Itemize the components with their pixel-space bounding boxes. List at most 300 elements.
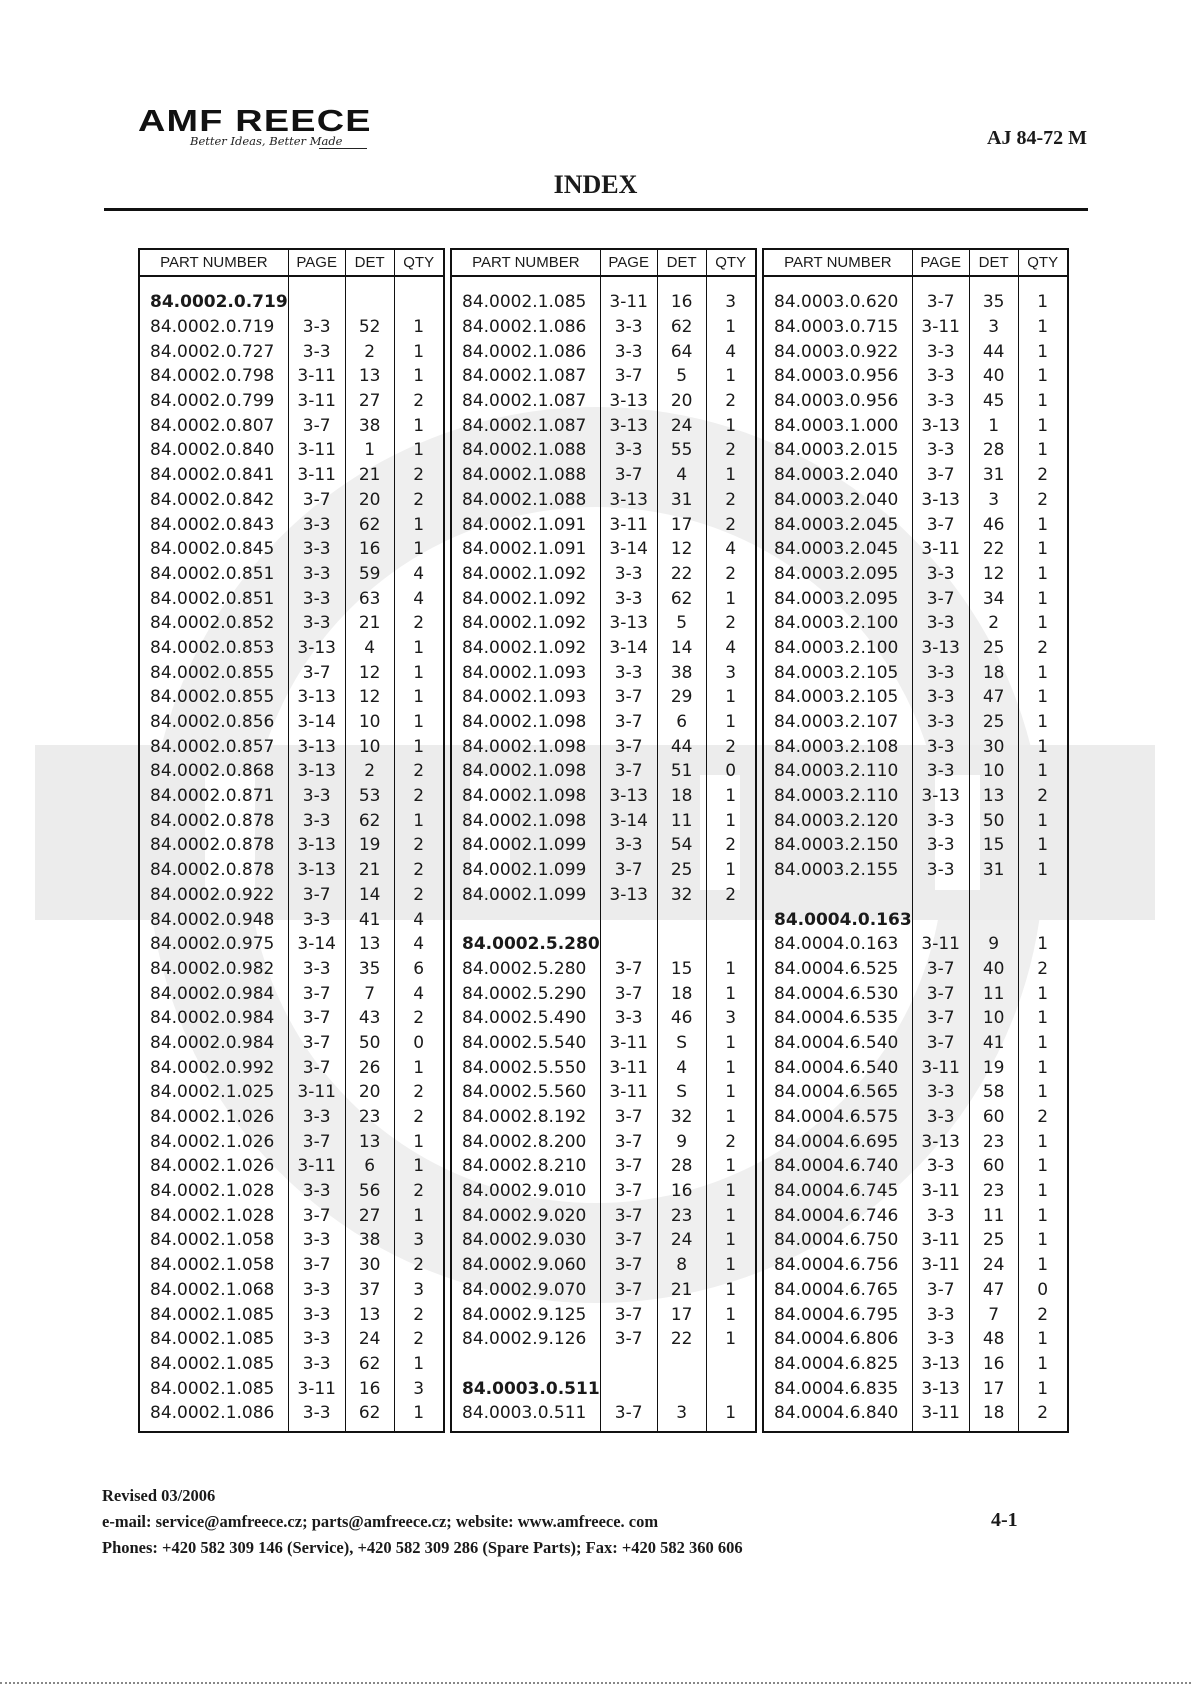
det-cell: 18 <box>969 1401 1018 1426</box>
table-row <box>451 883 756 908</box>
page-cell: 3-11 <box>288 1154 345 1179</box>
index-table-3 <box>762 248 1069 1433</box>
table-spacer-row <box>763 276 1068 290</box>
qty-cell: 1 <box>1018 1080 1068 1105</box>
table-row <box>763 389 1068 414</box>
page-cell: 3-14 <box>600 808 657 833</box>
det-cell: 34 <box>969 586 1018 611</box>
part-number-cell: 84.0002.0.878 <box>139 808 288 833</box>
det-cell: 21 <box>657 1278 706 1303</box>
part-number-cell: 84.0003.1.000 <box>763 413 912 438</box>
page-cell: 3-3 <box>288 1401 345 1426</box>
det-cell: 16 <box>657 290 706 315</box>
part-number-cell: 84.0004.6.575 <box>763 1105 912 1130</box>
table-row <box>139 586 444 611</box>
det-cell: 32 <box>657 883 706 908</box>
table-row <box>451 734 756 759</box>
part-number-cell: 84.0002.9.020 <box>451 1203 600 1228</box>
qty-cell: 2 <box>394 883 444 908</box>
part-number-cell: 84.0003.0.511 <box>451 1376 600 1401</box>
page-cell: 3-13 <box>600 784 657 809</box>
qty-cell: 2 <box>706 883 756 908</box>
page-cell: 3-13 <box>600 488 657 513</box>
det-cell: 23 <box>969 1179 1018 1204</box>
part-number-cell: 84.0003.2.107 <box>763 710 912 735</box>
page-cell: 3-3 <box>912 833 969 858</box>
part-number-cell: 84.0004.0.163 <box>763 932 912 957</box>
qty-cell: 2 <box>394 833 444 858</box>
page-cell: 3-3 <box>288 512 345 537</box>
table-row <box>139 488 444 513</box>
page-cell: 3-7 <box>912 463 969 488</box>
part-number-cell: 84.0002.5.280 <box>451 932 600 957</box>
page-cell: 3-7 <box>600 1228 657 1253</box>
det-cell: 17 <box>969 1376 1018 1401</box>
part-number-cell: 84.0002.1.092 <box>451 562 600 587</box>
title-divider <box>104 208 1088 211</box>
det-cell <box>657 1376 706 1401</box>
header-page: PAGE <box>600 249 657 276</box>
det-cell: 30 <box>345 1253 394 1278</box>
qty-cell: 1 <box>706 1253 756 1278</box>
part-number-cell: 84.0002.5.290 <box>451 981 600 1006</box>
det-cell: 38 <box>345 1228 394 1253</box>
page-cell: 3-7 <box>288 1055 345 1080</box>
table-row <box>139 315 444 340</box>
header-det: DET <box>345 249 394 276</box>
part-number-cell: 84.0002.0.922 <box>139 883 288 908</box>
page-cell: 3-7 <box>288 413 345 438</box>
page-cell: 3-11 <box>288 463 345 488</box>
page-cell: 3-3 <box>912 1154 969 1179</box>
part-number-cell <box>451 1352 600 1377</box>
table-row <box>451 1006 756 1031</box>
table-row <box>763 734 1068 759</box>
page-cell: 3-11 <box>600 1055 657 1080</box>
qty-cell: 2 <box>1018 1302 1068 1327</box>
det-cell: 10 <box>345 710 394 735</box>
page-cell: 3-7 <box>288 488 345 513</box>
det-cell <box>969 907 1018 932</box>
page-cell: 3-7 <box>912 1031 969 1056</box>
table-row <box>139 463 444 488</box>
page-cell: 3-11 <box>912 315 969 340</box>
table-row <box>763 1302 1068 1327</box>
part-number-cell <box>451 907 600 932</box>
page-cell: 3-3 <box>288 586 345 611</box>
page-cell: 3-7 <box>912 586 969 611</box>
part-number-cell: 84.0002.0.984 <box>139 1006 288 1031</box>
part-number-cell: 84.0002.0.868 <box>139 759 288 784</box>
table-row <box>763 808 1068 833</box>
table-row <box>451 1179 756 1204</box>
part-number-cell: 84.0003.2.120 <box>763 808 912 833</box>
qty-cell: 1 <box>1018 562 1068 587</box>
page-cell: 3-7 <box>600 1105 657 1130</box>
table-row <box>763 858 1068 883</box>
page-cell: 3-13 <box>912 636 969 661</box>
det-cell: 30 <box>969 734 1018 759</box>
det-cell: 13 <box>345 932 394 957</box>
page-cell: 3-7 <box>600 981 657 1006</box>
table-row <box>451 907 756 932</box>
page-cell: 3-11 <box>288 1080 345 1105</box>
part-number-cell: 84.0002.1.086 <box>139 1401 288 1426</box>
det-cell: 4 <box>345 636 394 661</box>
det-cell: 25 <box>969 636 1018 661</box>
page-cell: 3-7 <box>600 1302 657 1327</box>
table-row <box>763 364 1068 389</box>
table-row <box>451 389 756 414</box>
det-cell: 12 <box>969 562 1018 587</box>
header-part-number: PART NUMBER <box>763 249 912 276</box>
qty-cell: 4 <box>706 339 756 364</box>
qty-cell <box>394 290 444 315</box>
part-number-cell: 84.0003.0.922 <box>763 339 912 364</box>
header-qty: QTY <box>706 249 756 276</box>
qty-cell: 1 <box>394 1352 444 1377</box>
page-cell: 3-3 <box>600 586 657 611</box>
page-cell: 3-3 <box>288 808 345 833</box>
det-cell: 20 <box>657 389 706 414</box>
page-cell: 3-11 <box>912 1228 969 1253</box>
det-cell: 13 <box>345 364 394 389</box>
revised-date: Revised 03/2006 <box>102 1486 216 1505</box>
table-row <box>451 1253 756 1278</box>
part-number-cell: 84.0002.1.085 <box>139 1352 288 1377</box>
table-row <box>763 537 1068 562</box>
qty-cell: 1 <box>394 1154 444 1179</box>
page-cell: 3-3 <box>288 611 345 636</box>
table-row <box>451 1154 756 1179</box>
part-number-cell: 84.0002.0.982 <box>139 957 288 982</box>
table-row <box>139 611 444 636</box>
qty-cell: 1 <box>1018 1055 1068 1080</box>
part-number-cell: 84.0002.0.851 <box>139 586 288 611</box>
part-number-cell: 84.0004.6.835 <box>763 1376 912 1401</box>
table-row <box>139 957 444 982</box>
qty-cell: 1 <box>706 1401 756 1426</box>
qty-cell: 4 <box>394 586 444 611</box>
page-cell: 3-3 <box>288 907 345 932</box>
page-cell: 3-11 <box>288 1376 345 1401</box>
qty-cell: 3 <box>394 1278 444 1303</box>
part-number-cell: 84.0002.1.099 <box>451 883 600 908</box>
part-number-cell: 84.0002.0.984 <box>139 1031 288 1056</box>
table-row <box>451 586 756 611</box>
qty-cell: 1 <box>394 1129 444 1154</box>
det-cell: 46 <box>657 1006 706 1031</box>
page-cell: 3-7 <box>288 1129 345 1154</box>
table-row <box>763 1327 1068 1352</box>
qty-cell: 1 <box>706 1278 756 1303</box>
det-cell: 15 <box>657 957 706 982</box>
page-cell: 3-3 <box>600 1006 657 1031</box>
page-cell: 3-13 <box>912 784 969 809</box>
part-number-cell: 84.0002.1.085 <box>139 1327 288 1352</box>
det-cell: 20 <box>345 488 394 513</box>
det-cell: 1 <box>345 438 394 463</box>
page-cell: 3-7 <box>600 1327 657 1352</box>
det-cell: 16 <box>345 537 394 562</box>
part-number-cell: 84.0002.1.088 <box>451 488 600 513</box>
page-cell: 3-7 <box>912 957 969 982</box>
det-cell: 26 <box>345 1055 394 1080</box>
det-cell: 13 <box>345 1129 394 1154</box>
qty-cell: 2 <box>1018 1105 1068 1130</box>
logo-text: AMF REECE <box>138 103 372 138</box>
det-cell: 23 <box>345 1105 394 1130</box>
table-row <box>139 562 444 587</box>
det-cell: 11 <box>657 808 706 833</box>
qty-cell <box>706 1376 756 1401</box>
part-number-cell: 84.0002.0.948 <box>139 907 288 932</box>
det-cell: 11 <box>969 981 1018 1006</box>
part-number-cell: 84.0002.0.984 <box>139 981 288 1006</box>
table-row <box>451 1080 756 1105</box>
page-cell: 3-7 <box>912 981 969 1006</box>
part-number-cell <box>763 883 912 908</box>
qty-cell: 4 <box>706 636 756 661</box>
table-row <box>451 833 756 858</box>
det-cell: 3 <box>657 1401 706 1426</box>
header-qty: QTY <box>394 249 444 276</box>
table-row <box>139 784 444 809</box>
det-cell: 53 <box>345 784 394 809</box>
det-cell: 5 <box>657 611 706 636</box>
qty-cell: 1 <box>1018 1203 1068 1228</box>
table-row <box>763 932 1068 957</box>
part-number-cell: 84.0003.2.045 <box>763 512 912 537</box>
part-number-cell: 84.0002.1.086 <box>451 339 600 364</box>
qty-cell: 1 <box>394 339 444 364</box>
page-cell: 3-7 <box>600 957 657 982</box>
table-row <box>451 364 756 389</box>
page-cell: 3-3 <box>912 562 969 587</box>
det-cell: 28 <box>657 1154 706 1179</box>
det-cell: 63 <box>345 586 394 611</box>
page-cell: 3-3 <box>600 315 657 340</box>
qty-cell: 1 <box>1018 685 1068 710</box>
qty-cell: 1 <box>1018 1228 1068 1253</box>
page-cell: 3-3 <box>288 1327 345 1352</box>
det-cell: 2 <box>969 611 1018 636</box>
det-cell: 11 <box>969 1203 1018 1228</box>
page-cell: 3-3 <box>600 339 657 364</box>
table-row <box>763 1129 1068 1154</box>
qty-cell: 3 <box>394 1376 444 1401</box>
table-row <box>451 562 756 587</box>
table-row <box>451 1278 756 1303</box>
qty-cell: 3 <box>706 660 756 685</box>
qty-cell: 2 <box>394 1327 444 1352</box>
det-cell: 38 <box>657 660 706 685</box>
qty-cell: 1 <box>706 981 756 1006</box>
qty-cell: 3 <box>394 1228 444 1253</box>
qty-cell: 1 <box>394 660 444 685</box>
qty-cell: 1 <box>1018 611 1068 636</box>
part-number-cell: 84.0002.1.098 <box>451 734 600 759</box>
table-row <box>139 438 444 463</box>
table-row <box>139 883 444 908</box>
qty-cell: 1 <box>1018 339 1068 364</box>
qty-cell: 1 <box>394 636 444 661</box>
det-cell: 25 <box>657 858 706 883</box>
table-row <box>139 1253 444 1278</box>
table-row <box>451 784 756 809</box>
table-row <box>451 808 756 833</box>
table-row <box>139 1031 444 1056</box>
table-row <box>763 784 1068 809</box>
det-cell: 24 <box>657 413 706 438</box>
det-cell: 52 <box>345 315 394 340</box>
page-cell: 3-3 <box>288 1352 345 1377</box>
table-row <box>763 710 1068 735</box>
page-cell: 3-3 <box>600 660 657 685</box>
part-number-cell: 84.0003.2.110 <box>763 784 912 809</box>
table-row <box>763 636 1068 661</box>
table-row <box>139 685 444 710</box>
det-cell: 51 <box>657 759 706 784</box>
logo-underline <box>319 148 367 149</box>
qty-cell: 1 <box>706 808 756 833</box>
table-row <box>763 1376 1068 1401</box>
det-cell: 28 <box>969 438 1018 463</box>
det-cell: 12 <box>657 537 706 562</box>
table-row <box>139 1055 444 1080</box>
page-cell: 3-11 <box>600 512 657 537</box>
det-cell: 35 <box>345 957 394 982</box>
table-row <box>763 562 1068 587</box>
qty-cell: 1 <box>1018 981 1068 1006</box>
page-cell: 3-3 <box>912 389 969 414</box>
table-row <box>139 907 444 932</box>
det-cell: 5 <box>657 364 706 389</box>
table-row <box>451 290 756 315</box>
table-row <box>139 636 444 661</box>
qty-cell: 1 <box>1018 833 1068 858</box>
qty-cell: 2 <box>1018 957 1068 982</box>
qty-cell: 1 <box>394 438 444 463</box>
page-cell: 3-7 <box>912 290 969 315</box>
part-number-cell: 84.0004.6.525 <box>763 957 912 982</box>
part-number-cell: 84.0002.5.490 <box>451 1006 600 1031</box>
part-number-cell: 84.0002.1.026 <box>139 1154 288 1179</box>
det-cell: 6 <box>345 1154 394 1179</box>
det-cell: 27 <box>345 389 394 414</box>
det-cell: 18 <box>969 660 1018 685</box>
table-row <box>139 1203 444 1228</box>
det-cell <box>657 1352 706 1377</box>
det-cell: 54 <box>657 833 706 858</box>
table-row <box>451 1031 756 1056</box>
table-row <box>451 339 756 364</box>
part-number-cell: 84.0002.0.855 <box>139 660 288 685</box>
part-number-cell: 84.0002.0.719 <box>139 290 288 315</box>
table-row <box>139 1154 444 1179</box>
table-spacer-row <box>139 276 444 290</box>
det-cell: 59 <box>345 562 394 587</box>
table-row <box>451 488 756 513</box>
part-number-cell: 84.0002.1.085 <box>139 1376 288 1401</box>
table-row <box>139 710 444 735</box>
part-number-cell: 84.0004.0.163 <box>763 907 912 932</box>
page-cell: 3-13 <box>912 1352 969 1377</box>
page-cell: 3-13 <box>288 685 345 710</box>
page-cell: 3-11 <box>600 1080 657 1105</box>
det-cell: 12 <box>345 660 394 685</box>
part-number-cell: 84.0003.2.110 <box>763 759 912 784</box>
page-cell: 3-3 <box>912 858 969 883</box>
qty-cell: 3 <box>706 290 756 315</box>
part-number-cell: 84.0003.2.155 <box>763 858 912 883</box>
table-row <box>451 1401 756 1426</box>
page-cell: 3-11 <box>600 1031 657 1056</box>
table-row <box>763 1055 1068 1080</box>
table-row <box>451 1302 756 1327</box>
table-row <box>451 512 756 537</box>
det-cell: 12 <box>345 685 394 710</box>
qty-cell: 1 <box>1018 660 1068 685</box>
table-row <box>763 463 1068 488</box>
qty-cell: 1 <box>1018 413 1068 438</box>
page-cell: 3-3 <box>912 438 969 463</box>
part-number-cell: 84.0002.0.853 <box>139 636 288 661</box>
det-cell: 23 <box>657 1203 706 1228</box>
header-page: PAGE <box>288 249 345 276</box>
det-cell: 56 <box>345 1179 394 1204</box>
det-cell: 20 <box>345 1080 394 1105</box>
table-row <box>451 1228 756 1253</box>
det-cell: 14 <box>345 883 394 908</box>
part-number-cell: 84.0002.1.099 <box>451 858 600 883</box>
det-cell: 45 <box>969 389 1018 414</box>
page-cell: 3-3 <box>288 784 345 809</box>
part-number-cell: 84.0002.1.091 <box>451 537 600 562</box>
qty-cell: 1 <box>1018 315 1068 340</box>
part-number-cell: 84.0004.6.756 <box>763 1253 912 1278</box>
table-row <box>139 660 444 685</box>
part-number-cell: 84.0002.8.210 <box>451 1154 600 1179</box>
qty-cell: 2 <box>706 1129 756 1154</box>
table-row <box>451 759 756 784</box>
header-det: DET <box>657 249 706 276</box>
page-cell: 3-3 <box>600 562 657 587</box>
qty-cell: 1 <box>394 1203 444 1228</box>
qty-cell: 1 <box>706 586 756 611</box>
qty-cell: 2 <box>1018 1401 1068 1426</box>
qty-cell: 2 <box>706 512 756 537</box>
part-number-cell: 84.0002.1.087 <box>451 364 600 389</box>
part-number-cell: 84.0003.2.095 <box>763 586 912 611</box>
qty-cell: 2 <box>706 562 756 587</box>
page-number: 4-1 <box>991 1509 1018 1531</box>
qty-cell: 2 <box>1018 463 1068 488</box>
contact-line: e-mail: service@amfreece.cz; parts@amfreece.cz; website: www.amfreece. com <box>102 1512 659 1531</box>
det-cell: 62 <box>345 1401 394 1426</box>
page-cell: 3-3 <box>288 1179 345 1204</box>
page-cell: 3-13 <box>600 389 657 414</box>
part-number-cell: 84.0002.0.878 <box>139 858 288 883</box>
qty-cell: 1 <box>1018 1253 1068 1278</box>
table-row <box>451 685 756 710</box>
table-row <box>139 413 444 438</box>
det-cell: 14 <box>657 636 706 661</box>
table-row <box>763 907 1068 932</box>
qty-cell: 2 <box>394 1080 444 1105</box>
qty-cell: 1 <box>706 1179 756 1204</box>
table-row <box>763 438 1068 463</box>
